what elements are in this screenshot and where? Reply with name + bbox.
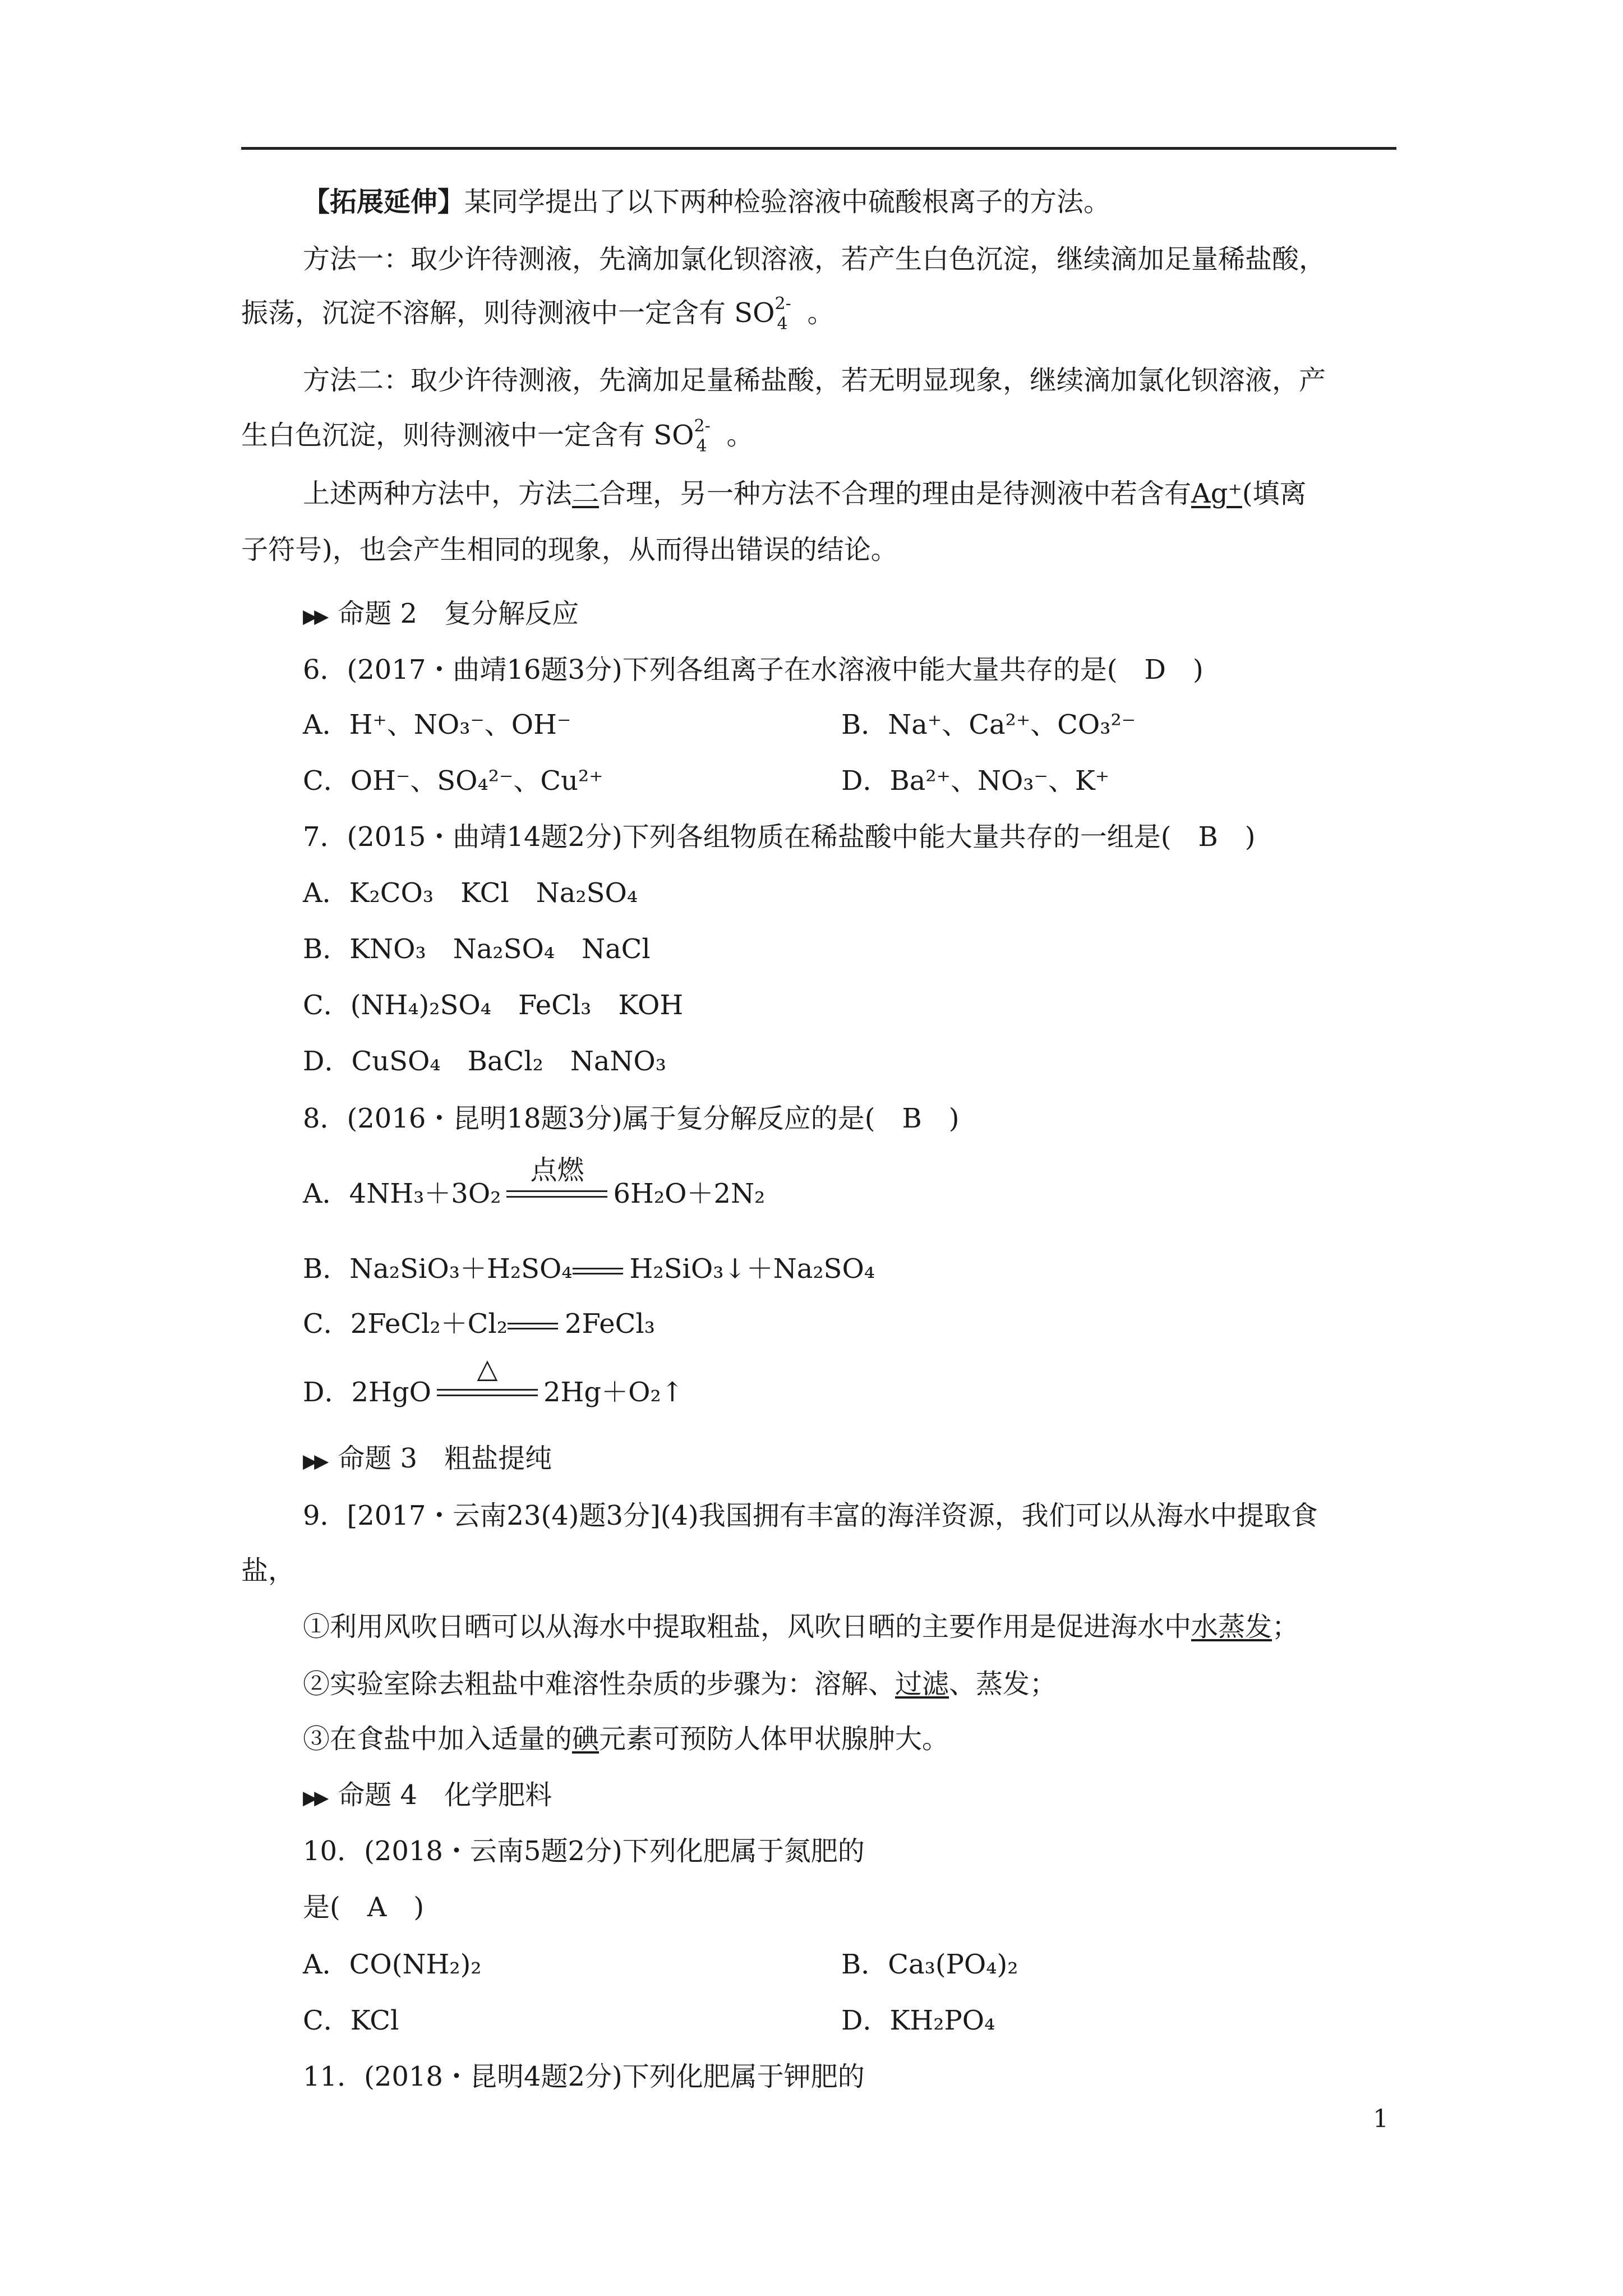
q9-answer-1: 水蒸发 bbox=[1191, 1611, 1272, 1642]
topic-3-title: 命题 3 粗盐提纯 bbox=[338, 1443, 552, 1474]
q10-option-d: D．KH₂PO₄ bbox=[841, 2005, 995, 2036]
q8-d-reactants: D．2HgO bbox=[303, 1377, 431, 1408]
q9-sub1-text: ①利用风吹日晒可以从海水中提取粗盐，风吹日晒的主要作用是促进海水中 bbox=[303, 1611, 1192, 1642]
q9-answer-3: 碘 bbox=[572, 1723, 600, 1755]
q9-answer-2: 过滤 bbox=[895, 1668, 949, 1700]
q9-sub2-end: 、蒸发； bbox=[949, 1668, 1057, 1700]
method2-line1: 方法二：取少许待测液，先滴加足量稀盐酸，若无明显现象，继续滴加氯化钡溶液，产 bbox=[303, 365, 1326, 396]
method1-line1: 方法一：取少许待测液，先滴加氯化钡溶液，若产生白色沉淀，继续滴加足量稀盐酸， bbox=[303, 243, 1326, 275]
double-arrow-icon: ▶▶ bbox=[303, 605, 326, 628]
q8-option-b bbox=[303, 1252, 875, 1286]
extension-bracket: 【拓展延伸】 bbox=[303, 186, 465, 218]
sulfate-subscript: 4 bbox=[696, 436, 707, 456]
q8-option-a bbox=[303, 1154, 766, 1213]
conclusion-text-post: (填离 bbox=[1242, 478, 1307, 509]
q8-c-reactants: C．2FeCl₂＋Cl₂ bbox=[303, 1308, 508, 1340]
conclusion-line2: 子符号)，也会产生相同的现象，从而得出错误的结论。 bbox=[241, 534, 898, 565]
reaction-condition: 点燃 bbox=[530, 1154, 584, 1186]
method1-line2 bbox=[241, 294, 834, 334]
sulfate-subscript: 4 bbox=[777, 314, 788, 334]
method2-line2 bbox=[241, 416, 754, 456]
q6-option-a: A．H⁺、NO₃⁻、OH⁻ bbox=[303, 709, 571, 740]
q9-sub2 bbox=[303, 1667, 1057, 1701]
q8-d-products: 2Hg＋O₂↑ bbox=[543, 1377, 684, 1408]
q9-line2: 盐， bbox=[241, 1555, 296, 1586]
method2-text: 生白色沉淀，则待测液中一定含有 SO bbox=[241, 420, 694, 451]
q8-option-c bbox=[303, 1307, 655, 1341]
q10-line2: 是( A ) bbox=[303, 1892, 425, 1923]
q8-stem: 8．(2016・昆明18题3分)属于复分解反应的是( B ) bbox=[303, 1103, 960, 1134]
q7-option-d: D．CuSO₄ BaCl₂ NaNO₃ bbox=[303, 1046, 667, 1077]
q9-line1: 9．[2017・云南23(4)题3分](4)我国拥有丰富的海洋资源，我们可以从海水中提取食 bbox=[303, 1500, 1318, 1531]
conclusion-text: 上述两种方法中，方法 bbox=[303, 478, 573, 509]
q6-option-b: B．Na⁺、Ca²⁺、CO₃²⁻ bbox=[841, 709, 1136, 740]
q7-option-c: C．(NH₄)₂SO₄ FeCl₃ KOH bbox=[303, 990, 684, 1021]
q11-line1: 11．(2018・昆明4题2分)下列化肥属于钾肥的 bbox=[303, 2061, 865, 2092]
topic-2-heading bbox=[303, 597, 579, 633]
method1-text: 振荡，沉淀不溶解，则待测液中一定含有 SO bbox=[241, 297, 775, 329]
q10-line1: 10．(2018・云南5题2分)下列化肥属于氮肥的 bbox=[303, 1835, 865, 1867]
q9-sub3-text: ③在食盐中加入适量的 bbox=[303, 1723, 573, 1755]
equals-sign bbox=[508, 1320, 558, 1332]
q9-sub3 bbox=[303, 1722, 949, 1756]
sulfate-charge: 2- bbox=[694, 416, 711, 436]
q9-sub3-end: 元素可预防人体甲状腺肿大。 bbox=[599, 1723, 949, 1755]
q8-a-products: 6H₂O＋2N₂ bbox=[613, 1178, 766, 1209]
conclusion-line1 bbox=[303, 477, 1307, 510]
q8-a-reactants: A．4NH₃＋3O₂ bbox=[303, 1178, 501, 1209]
topic-4-title: 命题 4 化学肥料 bbox=[338, 1779, 552, 1811]
sulfate-charge: 2- bbox=[774, 294, 791, 314]
method2-end: 。 bbox=[726, 420, 754, 451]
q6-option-c: C．OH⁻、SO₄²⁻、Cu²⁺ bbox=[303, 765, 603, 797]
q8-option-d bbox=[303, 1352, 684, 1411]
q8-b-products: H₂SiO₃↓＋Na₂SO₄ bbox=[629, 1253, 875, 1285]
topic-3-heading bbox=[303, 1442, 552, 1478]
topic-4-heading bbox=[303, 1778, 552, 1815]
answer-method: 二 bbox=[572, 478, 600, 509]
q9-sub2-text: ②实验室除去粗盐中难溶性杂质的步骤为：溶解、 bbox=[303, 1668, 896, 1700]
q7-option-b: B．KNO₃ Na₂SO₄ NaCl bbox=[303, 933, 651, 965]
conclusion-text-mid: 合理，另一种方法不合理的理由是待测液中若含有 bbox=[599, 478, 1192, 509]
method1-end: 。 bbox=[807, 297, 834, 329]
reaction-arrow bbox=[506, 1154, 607, 1213]
extension-intro bbox=[303, 185, 1110, 219]
topic-2-title: 命题 2 复分解反应 bbox=[338, 598, 579, 629]
header-rule bbox=[241, 147, 1396, 150]
q7-stem: 7．(2015・曲靖14题2分)下列各组物质在稀盐酸中能大量共存的一组是( B ) bbox=[303, 821, 1256, 853]
extension-intro-text: 某同学提出了以下两种检验溶液中硫酸根离子的方法。 bbox=[464, 186, 1111, 218]
q8-b-reactants: B．Na₂SiO₃＋H₂SO₄ bbox=[303, 1253, 573, 1285]
page-number: 1 bbox=[1373, 2105, 1389, 2133]
q10-option-c: C．KCl bbox=[303, 2005, 399, 2036]
heat-symbol: △ bbox=[477, 1352, 498, 1384]
q6-option-d: D．Ba²⁺、NO₃⁻、K⁺ bbox=[841, 765, 1110, 797]
double-arrow-icon: ▶▶ bbox=[303, 1450, 326, 1473]
equals-sign bbox=[573, 1266, 623, 1277]
answer-ion: Ag⁺ bbox=[1191, 478, 1242, 509]
reaction-arrow bbox=[437, 1352, 538, 1411]
q9-sub1-end: ； bbox=[1272, 1611, 1299, 1642]
q9-sub1 bbox=[303, 1610, 1299, 1644]
q10-option-b: B．Ca₃(PO₄)₂ bbox=[841, 1949, 1018, 1980]
q6-stem: 6．(2017・曲靖16题3分)下列各组离子在水溶液中能大量共存的是( D ) bbox=[303, 654, 1204, 685]
q7-option-a: A．K₂CO₃ KCl Na₂SO₄ bbox=[303, 877, 638, 909]
q10-option-a: A．CO(NH₂)₂ bbox=[303, 1949, 482, 1980]
q8-c-products: 2FeCl₃ bbox=[565, 1308, 655, 1340]
double-arrow-icon: ▶▶ bbox=[303, 1787, 326, 1809]
